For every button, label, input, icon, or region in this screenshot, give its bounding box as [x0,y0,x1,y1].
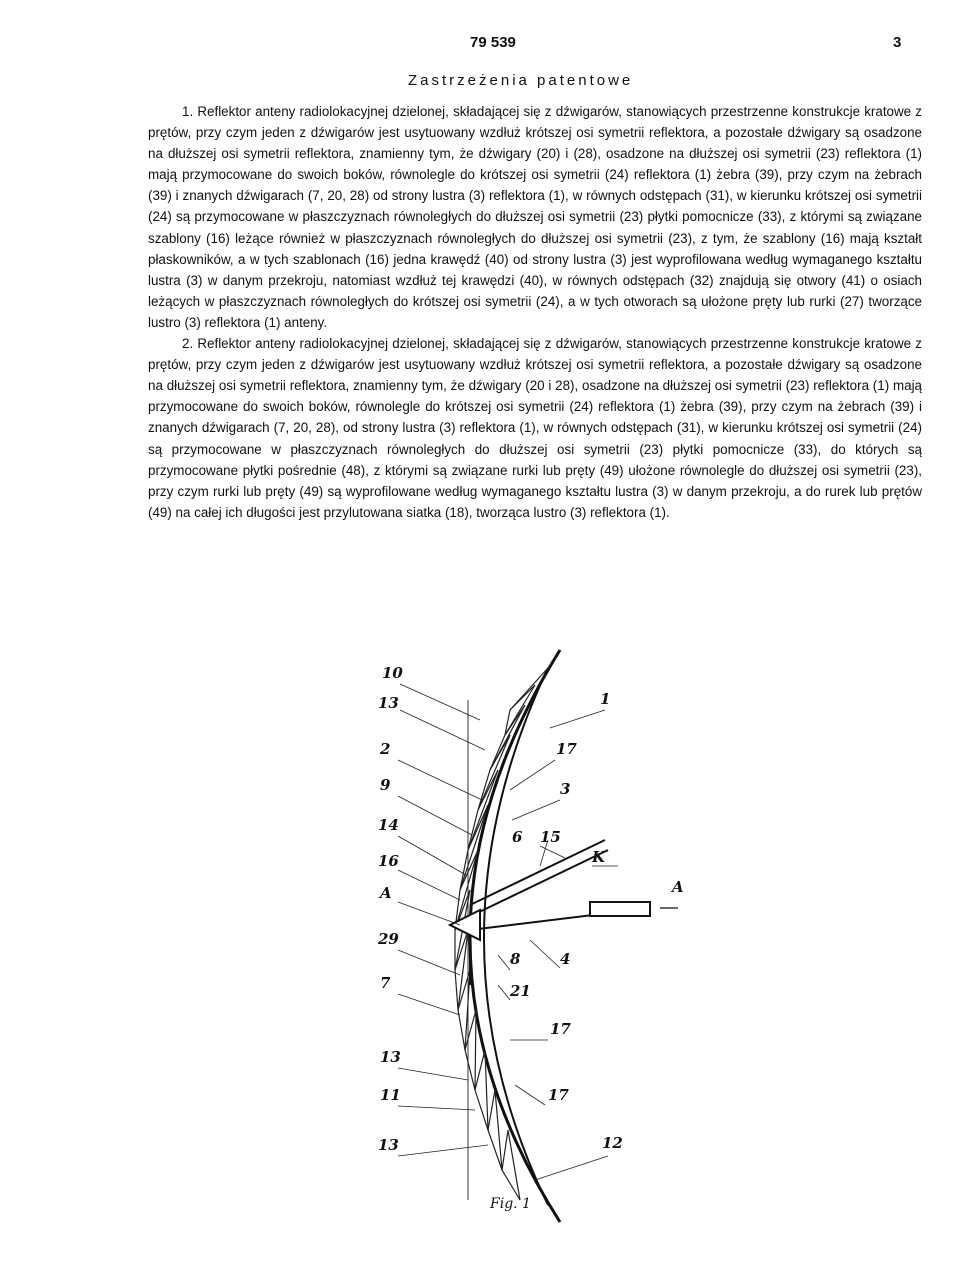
claim-2: 2. Reflektor anteny radiolokacyjnej dzielonej, składającej się z dźwigarów, stanowiących przestrzenne konstrukcje kratowe z prętów, przy czym jeden z dźwigarów jest usytuowany wzdłuż krótszej osi symetrii reflektora, a pozostałe dźwigary są osadzone na dłuższej osi symetrii reflektora, znamienny tym, że dźwigary (20 i 28), osadzone na dłuższej osi symetrii (23) reflektora (1) mają przymocowane do swoich boków, równolegle do krótszej osi symetrii (24) reflektora (1) żebra (39), przy czym na żebrach (39) i znanych dźwigarach (7, 20, 28), od strony lustra (3) reflektora (1), w równych odstępach (31), w kierunku krótszej osi symetrii (24) są przymocowane w płaszczyznach równoległych do dłuższej osi symetrii (23) płytki pomocnicze (33), do których są przymocowane płytki pośrednie (48), z którymi są związane rurki lub pręty (49) ułożone równolegle do dłuższej osi symetrii (23), przy czym rurki lub pręty (49) są wyprofilowane według wymaganego kształtu lustra (3) w danym przekroju, a do rurek lub prętów (49) na całej ich długości jest przylutowana siatka (18), tworząca lustro (3) reflektora (1). [148,336,922,520]
claims-body [148,101,922,523]
doc-number: 79 539 [470,34,516,51]
claim-1: 1. Reflektor anteny radiolokacyjnej dzielonej, składającej się z dźwigarów, stanowiących przestrzenne konstrukcje kratowe z prętów, przy czym jeden z dźwigarów jest usytuowany wzdłuż krótszej osi symetrii reflektora, a pozostałe dźwigary są osadzone na dłuższej osi symetrii reflektora, znamienny tym, że dźwigary (20) i (28), osadzone na dłuższej osi symetrii (23) reflektora (1) mają przymocowane do swoich boków, równolegle do krótszej osi symetrii (24) reflektora (1) żebra (39), przy czym na żebrach (39) i znanych dźwigarach (7, 20, 28) od strony lustra (3) reflektora (1), w równych odstępach (31), w kierunku krótszej osi symetrii (24) są przymocowane w płaszczyznach równoległych do dłuższej osi symetrii (23) płytki pomocnicze (33), z którymi są związane szablony (16) leżące również w płaszczyznach równoległych do dłuższej osi symetrii (23), z tym, że szablony (16) mają kształt płaskowników, a w tych szablonach (16) jedna krawędź (40) od strony lustra (3) jest wyprofilowana według wymaganego kształtu lustra (3) w danym przekroju, natomiast wzdłuż tej krawędzi (40), w równych odstępach (32) znajdują się otwory (41) o osiach leżących w płaszczyznach równoległych do krótszej osi symetrii (24), a w tych otworach są ułożone pręty lub rurki (27) tworzące lustro (3) reflektora (1) anteny. [148,104,922,330]
figure-drawing [360,640,700,1230]
label-a-left: A [380,884,392,902]
label-17-mid: 17 [550,1020,571,1038]
label-14: 14 [378,816,399,834]
label-2: 2 [380,740,391,758]
label-4: 4 [560,950,571,968]
label-21: 21 [510,982,531,1000]
label-17-bottom: 17 [548,1086,569,1104]
label-13-bottom: 13 [378,1136,399,1154]
label-7: 7 [380,974,391,992]
label-13-top: 13 [378,694,399,712]
label-3: 3 [560,780,571,798]
label-9: 9 [380,776,391,794]
label-12: 12 [602,1134,623,1152]
label-17-top: 17 [556,740,577,758]
label-k: K [592,848,606,866]
label-1: 1 [600,690,611,708]
label-15: 15 [540,828,561,846]
label-a-right: A [672,878,684,896]
label-29: 29 [378,930,399,948]
label-6: 6 [512,828,523,846]
label-16: 16 [378,852,399,870]
label-11: 11 [380,1086,401,1104]
section-title: Zastrzeżenia patentowe [408,72,634,89]
figure-caption: Fig. 1 [490,1196,531,1212]
page-number: 3 [893,34,902,51]
label-13-mid: 13 [380,1048,401,1066]
label-10: 10 [382,664,403,682]
label-8: 8 [510,950,521,968]
